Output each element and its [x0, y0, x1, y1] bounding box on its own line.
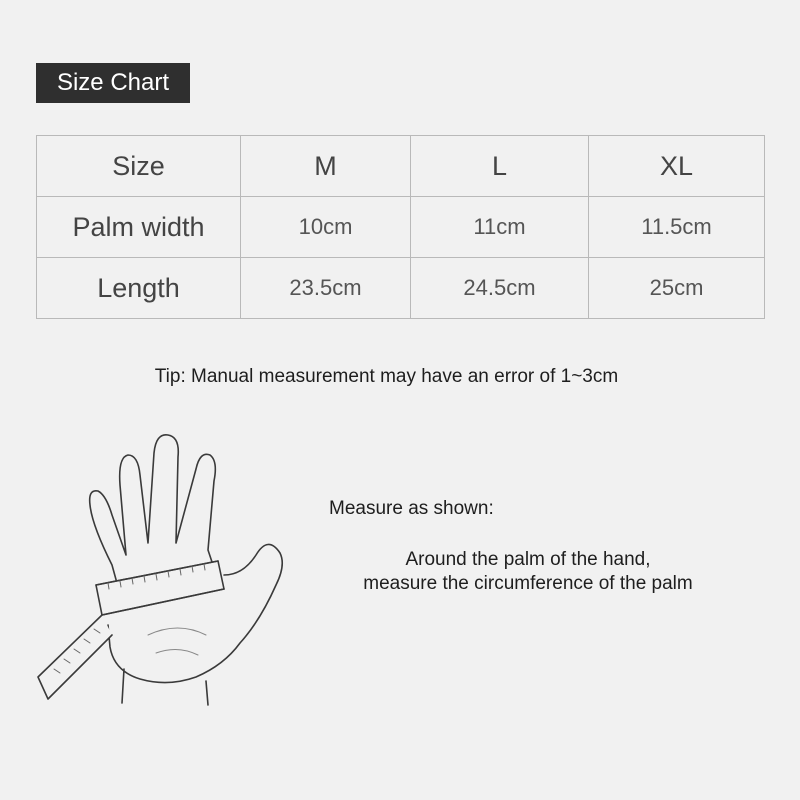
row-label-length: Length [37, 258, 241, 319]
size-chart-title: Size Chart [36, 63, 190, 103]
header-size: Size [37, 136, 241, 197]
tip-text: Tip: Manual measurement may have an error of 1~3cm [154, 366, 619, 387]
header-l: L [411, 136, 589, 197]
hand-measuring-tape-icon [28, 425, 308, 715]
measure-line-2: measure the circumference of the palm [363, 573, 693, 594]
header-xl: XL [589, 136, 765, 197]
length-l: 24.5cm [411, 258, 589, 319]
table-header-row [37, 136, 765, 197]
table-row [37, 197, 765, 258]
size-table [36, 135, 765, 319]
measure-description [330, 548, 726, 596]
header-m: M [241, 136, 411, 197]
row-label-palm-width: Palm width [37, 197, 241, 258]
length-xl: 25cm [589, 258, 765, 319]
palm-width-xl: 11.5cm [589, 197, 765, 258]
palm-width-m: 10cm [241, 197, 411, 258]
measure-line-1: Around the palm of the hand, [405, 549, 651, 570]
length-m: 23.5cm [241, 258, 411, 319]
measure-title: Measure as shown: [329, 498, 494, 519]
table-row [37, 258, 765, 319]
palm-width-l: 11cm [411, 197, 589, 258]
